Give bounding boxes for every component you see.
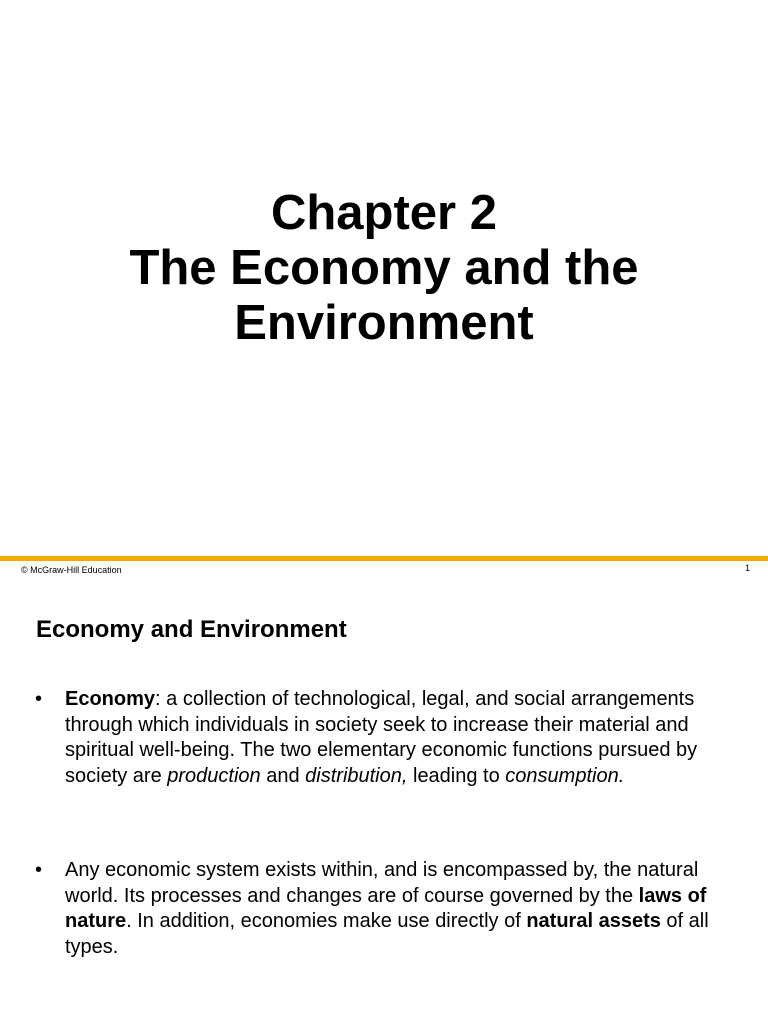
text-run: of all types. bbox=[65, 910, 709, 958]
bullet-text bbox=[65, 687, 725, 789]
bullet-dot-icon: • bbox=[35, 859, 43, 881]
term-natural-assets: natural assets bbox=[526, 910, 661, 932]
slide-heading: Economy and Environment bbox=[36, 616, 347, 643]
title-line-chapter: Chapter 2 bbox=[270, 186, 497, 240]
text-run: . In addition, economies make use directly of bbox=[126, 910, 527, 932]
text-run: Any economic system exists within, and is encompassed by, the natural world. Its processes and changes are of course governed by the bbox=[65, 859, 699, 907]
term-laws-of-nature: laws of nature bbox=[65, 884, 707, 932]
copyright-notice: © McGraw-Hill Education bbox=[21, 565, 122, 575]
term-production: production bbox=[167, 764, 261, 787]
term-economy: Economy bbox=[65, 688, 156, 710]
content-slide bbox=[0, 561, 768, 1024]
bullet-text bbox=[65, 858, 725, 960]
slide-title bbox=[0, 186, 768, 351]
text-run: and bbox=[260, 764, 306, 787]
text-run: : a collection of technological, legal, and social arrangements through which individuals in society seek to increase their material and spiritual well-being. The two elementary economic functions pursued by society are bbox=[65, 688, 698, 787]
text-run: leading to bbox=[407, 764, 506, 787]
bullet-dot-icon: • bbox=[35, 688, 43, 710]
term-consumption: consumption. bbox=[505, 764, 625, 787]
title-line-environment: Environment bbox=[234, 296, 534, 350]
page-number: 1 bbox=[744, 563, 750, 573]
term-distribution: distribution, bbox=[305, 764, 408, 787]
title-line-economy: The Economy and the bbox=[129, 241, 639, 295]
